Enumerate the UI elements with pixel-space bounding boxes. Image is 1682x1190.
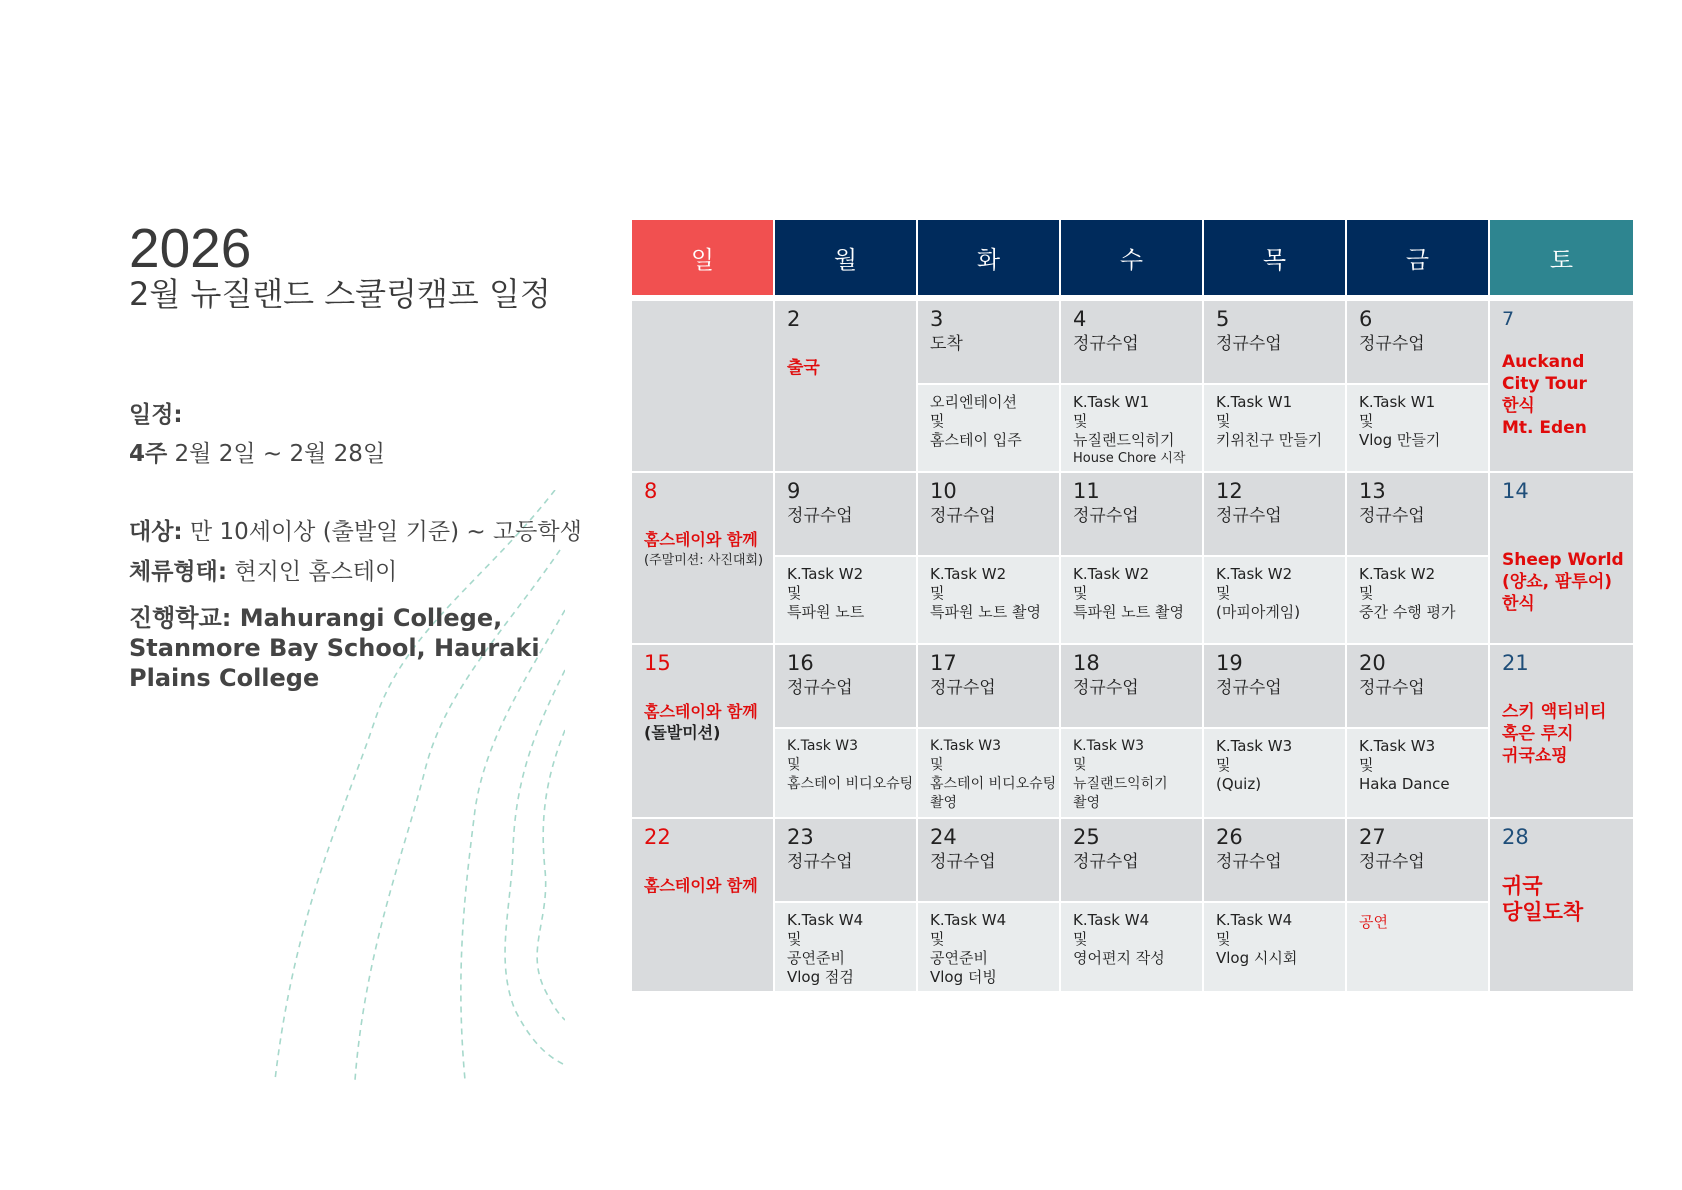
day-cell-26 [1204, 819, 1345, 901]
stay-line [129, 556, 397, 588]
day-activity-23 [775, 903, 916, 991]
day-label: 정규수업 [1073, 678, 1139, 698]
day-label: 정규수업 [1359, 334, 1425, 354]
day-label: 정규수업 [930, 678, 996, 698]
day-number: 2 [787, 307, 801, 331]
day-number: 22 [644, 825, 671, 849]
day-cell-5 [1204, 301, 1345, 383]
day-cell-7 [1490, 301, 1633, 471]
day-label: 정규수업 [1359, 678, 1425, 698]
day-label: 정규수업 [1216, 334, 1282, 354]
day-number: 26 [1216, 825, 1243, 849]
day-activity: K.Task W3 및 (Quiz) [1216, 737, 1293, 793]
target-label: 대상: [129, 519, 183, 545]
day-label: 정규수업 [1216, 506, 1282, 526]
page-title-year: 2026 [129, 217, 252, 279]
day-activity-10 [918, 557, 1059, 643]
day-activity: K.Task W2 및 중간 수행 평가 [1359, 565, 1456, 621]
day-cell-8 [632, 473, 773, 643]
day-cell-15 [632, 645, 773, 817]
day-activity-24 [918, 903, 1059, 991]
day-activity-3 [918, 385, 1059, 471]
day-activity: K.Task W2 및 특파원 노트 촬영 [930, 565, 1041, 621]
day-number: 25 [1073, 825, 1100, 849]
day-header-fri: 금 [1347, 220, 1488, 295]
day-label: 정규수업 [1073, 334, 1139, 354]
day-activity: K.Task W4 및 영어편지 작성 [1073, 911, 1165, 967]
day-number: 20 [1359, 651, 1386, 675]
day-label: 정규수업 [1073, 506, 1139, 526]
day-number: 6 [1359, 307, 1373, 331]
day-activity-16 [775, 729, 916, 817]
day-header-thu: 목 [1204, 220, 1345, 295]
day-cell-27 [1347, 819, 1488, 901]
day-event: 출국 [787, 358, 820, 378]
day-event: 홈스테이와 함께 [644, 702, 758, 721]
day-cell-25 [1061, 819, 1202, 901]
day-number: 24 [930, 825, 957, 849]
day-event: 홈스테이와 함께 [644, 530, 758, 549]
target-value: 만 10세이상 (출발일 기준) ~ 고등학생 [189, 519, 582, 545]
day-number: 9 [787, 479, 801, 503]
page-title: 2월 뉴질랜드 스쿨링캠프 일정 [129, 275, 551, 313]
day-event: 공연 [1359, 913, 1388, 931]
day-event: Auckand City Tour 한식 Mt. Eden [1502, 352, 1587, 438]
day-activity-19 [1204, 729, 1345, 817]
day-cell-10 [918, 473, 1059, 555]
day-label: 정규수업 [787, 678, 853, 698]
day-number: 11 [1073, 479, 1100, 503]
day-number: 7 [1502, 308, 1515, 330]
day-activity-11 [1061, 557, 1202, 643]
day-header-wed: 수 [1061, 220, 1202, 295]
day-number: 27 [1359, 825, 1386, 849]
day-event: Sheep World (양쇼, 팜투어) 한식 [1502, 550, 1624, 614]
day-number: 8 [644, 479, 658, 503]
day-activity: 오리엔테이션 및 홈스테이 입주 [930, 393, 1022, 449]
day-activity: K.Task W1 및 뉴질랜드익히기 [1073, 393, 1175, 449]
day-cell-18 [1061, 645, 1202, 727]
day-activity: K.Task W1 및 Vlog 만들기 [1359, 393, 1441, 449]
day-number: 19 [1216, 651, 1243, 675]
day-label: 정규수업 [1216, 852, 1282, 872]
day-label: 정규수업 [1216, 678, 1282, 698]
day-cell-3 [918, 301, 1059, 383]
schedule-calendar [632, 220, 1634, 990]
day-activity: K.Task W2 및 특파원 노트 [787, 565, 865, 621]
day-activity: K.Task W4 및 공연준비 Vlog 점검 [787, 911, 864, 986]
day-number: 10 [930, 479, 957, 503]
day-header-tue: 화 [918, 220, 1059, 295]
day-cell-24 [918, 819, 1059, 901]
schools-label: 진행학교: [129, 604, 232, 632]
day-number: 15 [644, 651, 671, 675]
day-activity: K.Task W1 및 키위친구 만들기 [1216, 393, 1323, 449]
day-activity-27 [1347, 903, 1488, 991]
day-activity-18 [1061, 729, 1202, 817]
day-cell-4 [1061, 301, 1202, 383]
day-number: 13 [1359, 479, 1386, 503]
day-cell-9 [775, 473, 916, 555]
day-cell-14 [1490, 473, 1633, 643]
day-cell-2 [775, 301, 916, 471]
schedule-label: 일정: [129, 402, 183, 428]
day-number: 28 [1502, 825, 1529, 849]
day-header-sun: 일 [632, 220, 773, 295]
day-event: 스키 액티비티 혹은 루지 귀국쇼핑 [1502, 702, 1607, 766]
day-note: (주말미션: 사진대회) [644, 553, 764, 568]
day-cell-12 [1204, 473, 1345, 555]
day-number: 14 [1502, 479, 1529, 503]
day-header-sat: 토 [1490, 220, 1633, 295]
schedule-weeks: 4주 [129, 441, 168, 467]
day-activity: K.Task W3 및 뉴질랜드익히기 촬영 [1073, 738, 1168, 811]
schedule-line [129, 438, 385, 470]
day-number: 21 [1502, 651, 1529, 675]
day-label: 정규수업 [787, 506, 853, 526]
day-activity-4 [1061, 385, 1202, 471]
day-cell-19 [1204, 645, 1345, 727]
day-label: 정규수업 [1359, 506, 1425, 526]
day-activity-9 [775, 557, 916, 643]
day-number: 16 [787, 651, 814, 675]
day-label: 정규수업 [930, 506, 996, 526]
day-cell-28 [1490, 819, 1633, 991]
day-cell-22 [632, 819, 773, 991]
day-number: 5 [1216, 307, 1230, 331]
schools-value: Mahurangi College, Stanmore Bay School, Hauraki Plains College [129, 604, 540, 692]
day-activity: K.Task W3 및 홈스테이 비디오슈팅 촬영 [930, 738, 1057, 811]
day-cell-17 [918, 645, 1059, 727]
schedule-label-line [129, 399, 183, 431]
day-note: (돌발미션) [644, 723, 721, 742]
day-activity: K.Task W2 및 (마피아게임) [1216, 565, 1301, 621]
day-cell-6 [1347, 301, 1488, 383]
day-cell-23 [775, 819, 916, 901]
stay-label: 체류형태: [129, 559, 228, 585]
day-activity: K.Task W4 및 공연준비 Vlog 더빙 [930, 911, 1007, 986]
day-cell-empty [632, 301, 773, 471]
day-cell-20 [1347, 645, 1488, 727]
day-activity: K.Task W3 및 홈스테이 비디오슈팅 [787, 738, 914, 792]
day-label: 도착 [930, 334, 963, 354]
day-activity: K.Task W2 및 특파원 노트 촬영 [1073, 565, 1184, 621]
day-activity: K.Task W3 및 Haka Dance [1359, 737, 1450, 793]
day-number: 23 [787, 825, 814, 849]
day-number: 17 [930, 651, 957, 675]
day-event: 귀국 당일도착 [1502, 874, 1584, 924]
stay-value: 현지인 홈스테이 [234, 559, 398, 585]
day-activity-25 [1061, 903, 1202, 991]
day-activity: K.Task W4 및 Vlog 시시회 [1216, 911, 1298, 967]
day-number: 12 [1216, 479, 1243, 503]
schools-line [129, 603, 619, 693]
day-cell-16 [775, 645, 916, 727]
day-label: 정규수업 [787, 852, 853, 872]
day-activity-17 [918, 729, 1059, 817]
day-activity-6 [1347, 385, 1488, 471]
target-line [129, 516, 582, 548]
day-label: 정규수업 [1073, 852, 1139, 872]
day-label: 정규수업 [1359, 852, 1425, 872]
schedule-dates: 2월 2일 ~ 2월 28일 [174, 441, 386, 467]
day-activity-13 [1347, 557, 1488, 643]
day-cell-13 [1347, 473, 1488, 555]
day-cell-21 [1490, 645, 1633, 817]
day-number: 18 [1073, 651, 1100, 675]
day-cell-11 [1061, 473, 1202, 555]
day-header-mon: 월 [775, 220, 916, 295]
day-activity-20 [1347, 729, 1488, 817]
day-number: 4 [1073, 307, 1087, 331]
day-activity-5 [1204, 385, 1345, 471]
day-event: 홈스테이와 함께 [644, 876, 758, 895]
day-activity-extra: House Chore 시작 [1073, 451, 1186, 466]
day-activity-12 [1204, 557, 1345, 643]
day-label: 정규수업 [930, 852, 996, 872]
day-number: 3 [930, 307, 944, 331]
day-activity-26 [1204, 903, 1345, 991]
